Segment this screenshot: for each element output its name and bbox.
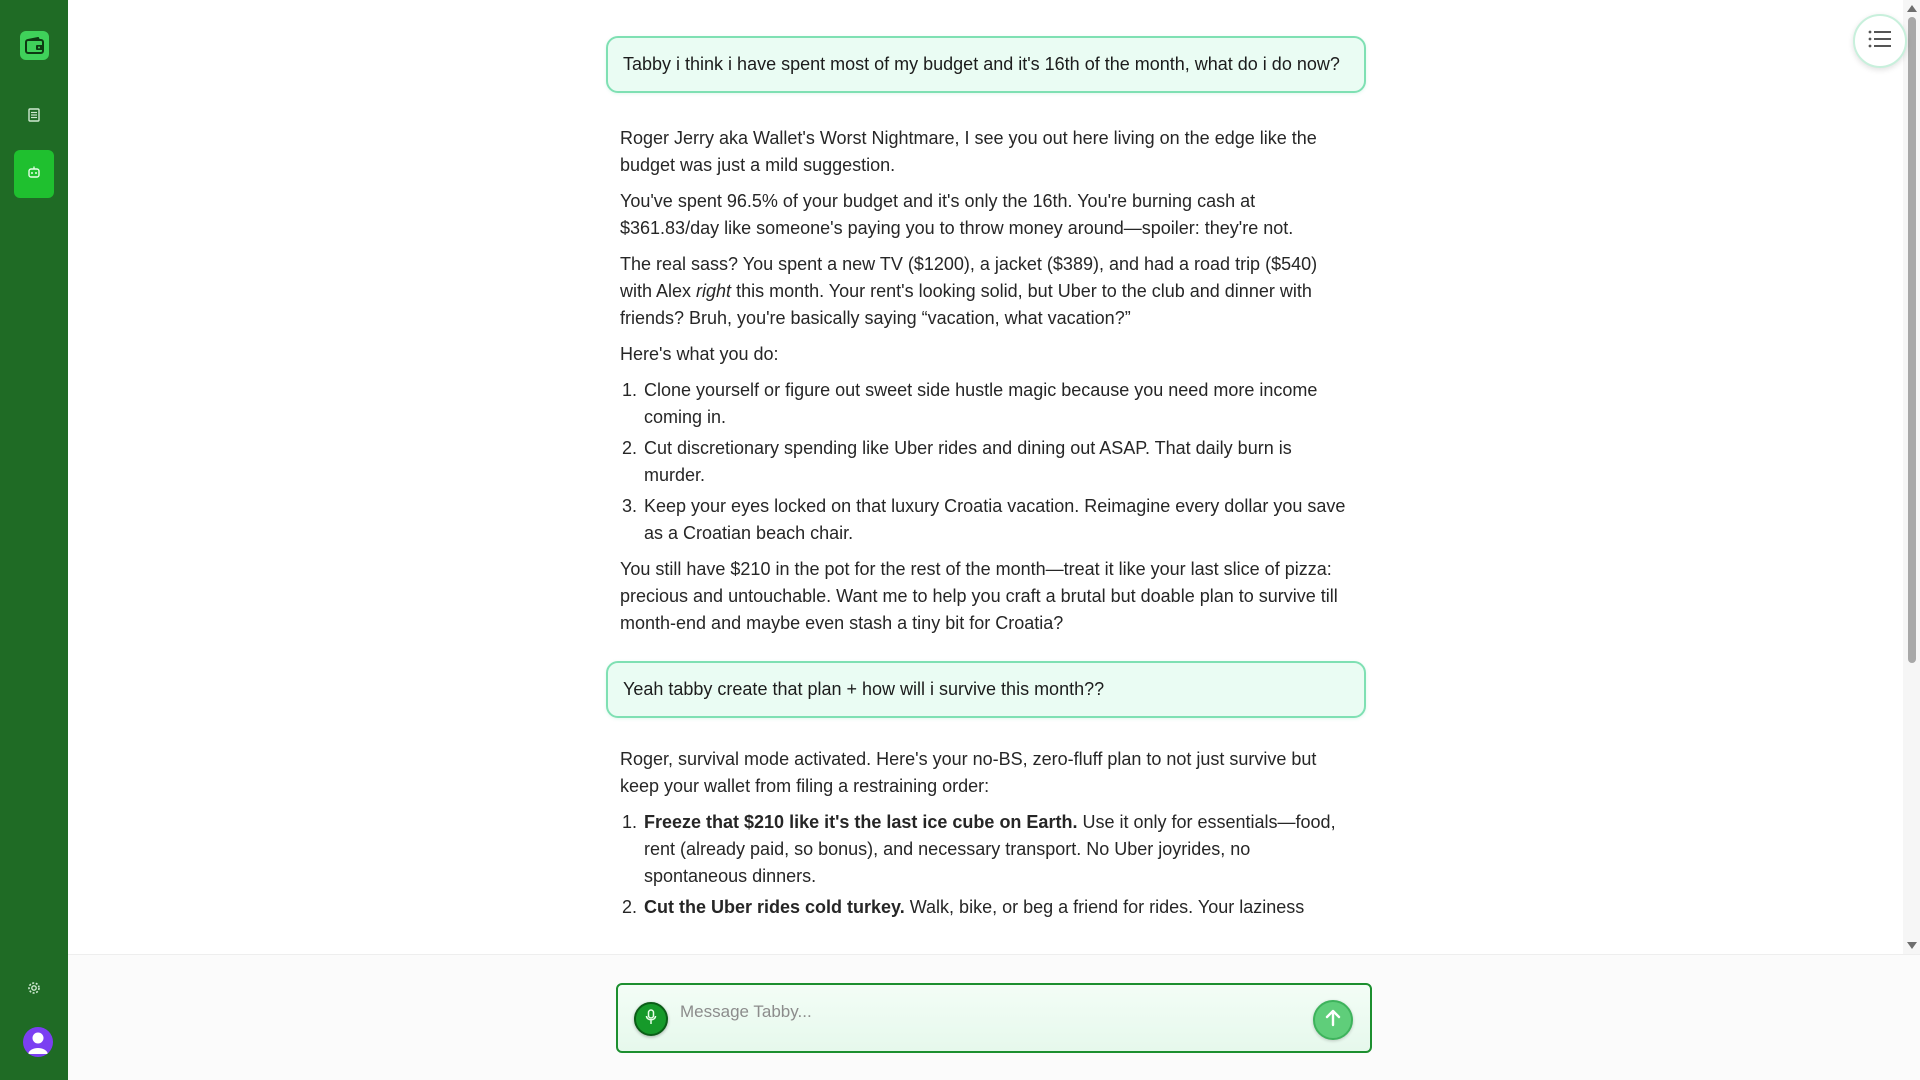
assistant-message: [606, 125, 1366, 637]
chat-thread: [68, 0, 1903, 954]
user-avatar-icon[interactable]: [23, 1027, 53, 1057]
assistant-paragraph: You've spent 96.5% of your budget and it's only the 16th. You're burning cash at $361.83/day like someone's paying you to throw money around—spoiler: they're not.: [620, 191, 1294, 238]
assistant-paragraph: Roger, survival mode activated. Here's your no-BS, zero-fluff plan to not just survive but keep your wallet from filing a restraining order:: [620, 749, 1317, 796]
send-button[interactable]: [1313, 1000, 1353, 1040]
list-item-bold: Freeze that $210 like it's the last ice cube on Earth.: [644, 812, 1078, 832]
list-item: [642, 809, 1352, 890]
assistant-emphasis: right: [696, 281, 732, 301]
arrow-up-icon: [1325, 1009, 1341, 1032]
sidebar-item-chat[interactable]: [14, 150, 54, 198]
assistant-text: The real sass? You spent a new TV ($1200), a jacket ($389), and had a road trip ($540) with Alex: [620, 254, 1318, 301]
list-item-bold: Cut the Uber rides cold turkey.: [644, 897, 905, 917]
assistant-paragraph: Roger Jerry aka Wallet's Worst Nightmare, I see you out here living on the edge like the budget was just a mild suggestion.: [620, 128, 1317, 175]
scroll-down-arrow-icon[interactable]: [1907, 942, 1917, 949]
list-menu-icon: [1868, 30, 1892, 53]
sidebar: [0, 0, 68, 1080]
user-message: Yeah tabby create that plan + how will i survive this month??: [606, 661, 1366, 718]
user-message: Tabby i think i have spent most of my budget and it's 16th of the month, what do i do now?: [606, 36, 1366, 93]
settings-icon[interactable]: [0, 973, 68, 1003]
list-item: [642, 894, 1352, 921]
assistant-list: [620, 377, 1352, 547]
message-composer: [616, 983, 1372, 1053]
list-item: 3. Keep your eyes locked on that luxury Croatia vacation. Reimagine every dollar you save as a Croatian beach chair.: [642, 493, 1352, 547]
scrollbar-thumb[interactable]: [1908, 17, 1916, 663]
document-icon[interactable]: [0, 100, 68, 130]
composer-area: [68, 954, 1920, 1080]
menu-button[interactable]: [1853, 14, 1907, 68]
list-item: 2. Cut discretionary spending like Uber rides and dining out ASAP. That daily burn is murder.: [642, 435, 1352, 489]
assistant-paragraph: You still have $210 in the pot for the rest of the month—treat it like your last slice of pizza: precious and untouchable. Want me to help you craft a brutal but doable plan to survive till month-end and maybe even stash a tiny bit for Croatia?: [620, 559, 1338, 633]
assistant-paragraph: Here's what you do:: [620, 344, 779, 364]
assistant-text: this month. Your rent's looking solid, but Uber to the club and dinner with friends? Bruh, you're basically saying “vacation, what vacation?”: [620, 281, 1312, 328]
mic-button[interactable]: [634, 1002, 668, 1036]
wallet-logo-icon[interactable]: [20, 31, 49, 60]
scrollbar[interactable]: [1903, 0, 1920, 954]
list-item-text: Use it only for essentials—food, rent (already paid, so bonus), and necessary transport. No Uber joyrides, no spontaneous dinners.: [644, 812, 1336, 886]
microphone-icon: [645, 1009, 657, 1030]
message-input[interactable]: [680, 999, 1280, 1025]
list-item: 1. Clone yourself or figure out sweet side hustle magic because you need more income coming in.: [642, 377, 1352, 431]
assistant-list: [620, 809, 1352, 921]
robot-icon: [27, 165, 41, 183]
assistant-paragraph: [620, 251, 1352, 332]
assistant-message: [606, 746, 1366, 921]
scroll-up-arrow-icon[interactable]: [1907, 5, 1917, 12]
list-item-text: Walk, bike, or beg a friend for rides. Your laziness: [904, 897, 1305, 917]
